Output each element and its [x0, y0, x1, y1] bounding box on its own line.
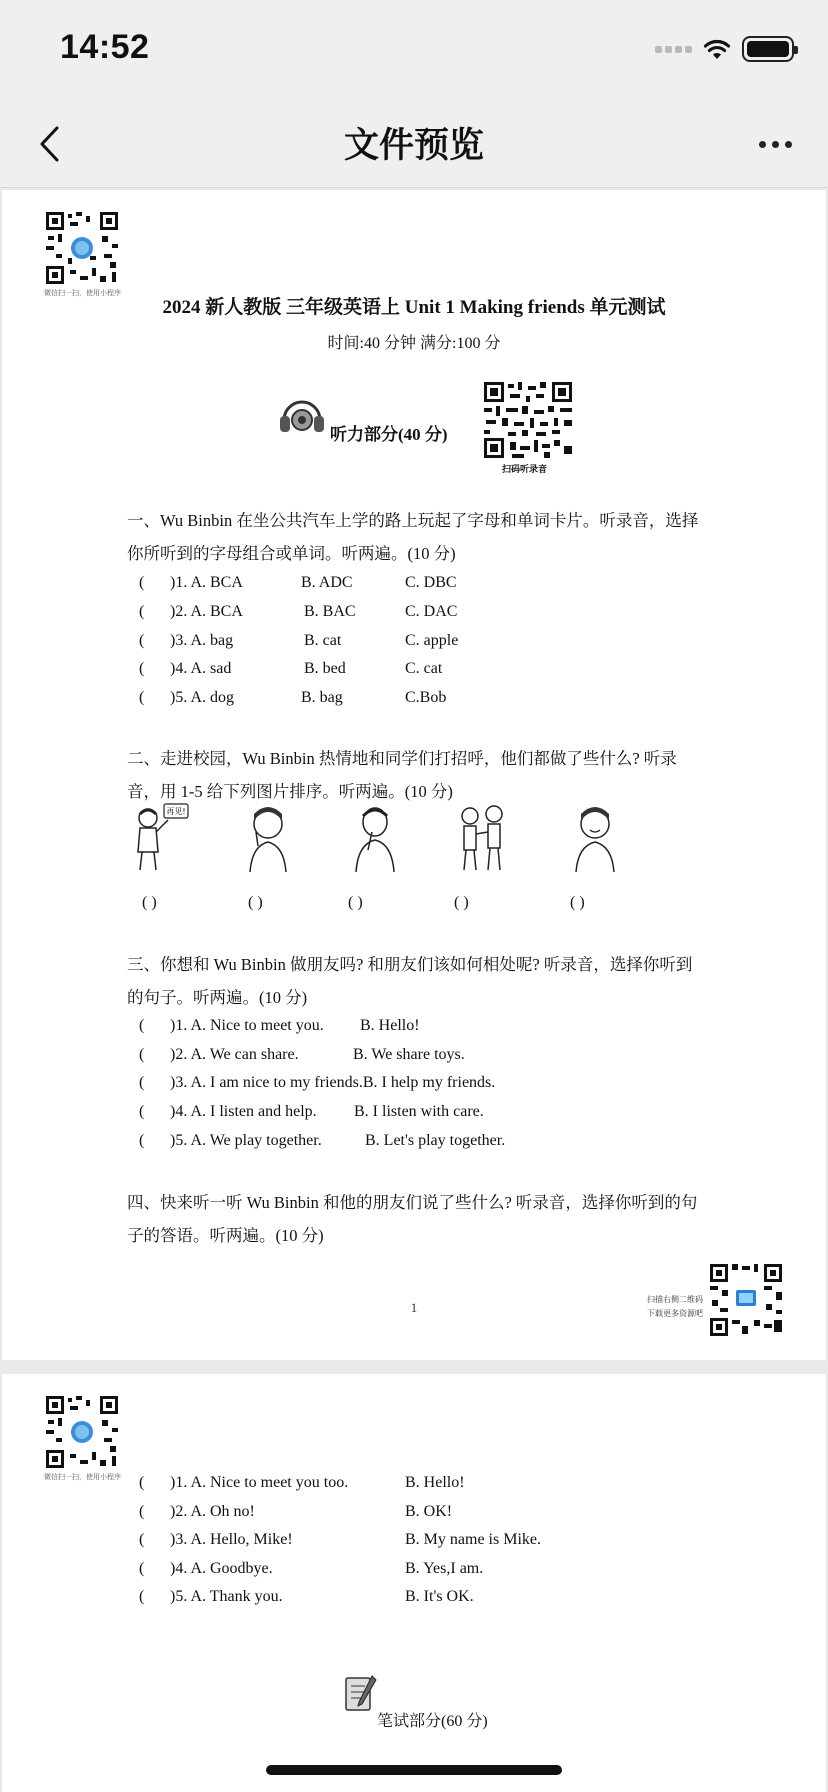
cellular-signal-icon — [655, 46, 692, 53]
document-page-2[interactable]: 微信扫一扫，使用小程序 ( )1. A. Nice to meet you too. B. Hello! ( )2. A. Oh no! B. OK! ( )3. A. Hello, Mike! B. My name is Mike. ( )4. A. Goodbye. B. Yes,I am. ( )5. A. Thank you. B. It's OK. 笔试部分(60 分) — [2, 1374, 826, 1792]
listening-section-heading: 听力部分(40 分) — [330, 425, 448, 444]
status-icons — [655, 36, 794, 62]
section-4-instructions: 四、快来听一听 Wu Binbin 和他的朋友们说了些什么? 听录音，选择你听到的句子的答语。听两遍。(10 分) — [127, 1193, 698, 1245]
status-time: 14:52 — [60, 28, 150, 66]
section-2-instructions: 二、走进校园，Wu Binbin 热情地和同学们打招呼，他们都做了些什么? 听录音，用 1-5 给下列图片排序。听两遍。(10 分) — [127, 749, 677, 801]
more-icon — [759, 141, 766, 148]
miniprogram-qr-code-2 — [44, 1394, 121, 1481]
navigation-bar — [0, 100, 828, 188]
headphone-icon — [276, 390, 328, 440]
document-title: 2024 新人教版 三年级英语上 Unit 1 Making friends 单元测试 — [162, 297, 666, 318]
speech-bubble: 再见! — [166, 807, 186, 816]
battery-icon — [742, 36, 794, 62]
miniprogram-qr-code — [44, 210, 121, 297]
status-bar — [0, 0, 828, 100]
written-section-heading: 笔试部分(60 分) — [377, 1713, 488, 1730]
picture-boy-thinking — [240, 802, 296, 874]
listening-qr-label: 扫码听录音 — [502, 464, 548, 474]
answer-blank-5[interactable]: ( ) — [570, 894, 585, 911]
home-indicator[interactable] — [266, 1765, 562, 1775]
picture-two-boys-greeting — [452, 802, 512, 874]
page-number: 1 — [410, 1300, 418, 1315]
section-1-instructions: 一、Wu Binbin 在坐公共汽车上学的路上玩起了字母和单词卡片。听录音，选择你所听到的字母组合或单词。听两遍。(10 分) — [127, 511, 699, 563]
picture-boy-smiling — [568, 802, 622, 874]
download-qr-code — [708, 1262, 784, 1338]
qr-caption: 微信扫一扫，使用小程序 — [44, 290, 121, 297]
section-3-instructions: 三、你想和 Wu Binbin 做朋友吗? 和朋友们该如何相处呢? 听录音，选择你听到的句子。听两遍。(10 分) — [127, 955, 693, 1007]
answer-blank-1[interactable]: ( ) — [142, 894, 157, 911]
picture-waving-goodbye — [130, 802, 190, 874]
answer-blank-3[interactable]: ( ) — [348, 894, 363, 911]
answer-blank-4[interactable]: ( ) — [454, 894, 469, 911]
notebook-pencil-icon — [342, 1674, 378, 1716]
qr-caption-2: 微信扫一扫，使用小程序 — [44, 1474, 121, 1481]
answer-blank-2[interactable]: ( ) — [248, 894, 263, 911]
scan-hint: 扫描右侧二维码 下载更多资源吧 — [647, 1295, 703, 1318]
more-options-button[interactable] — [750, 120, 800, 168]
document-subtitle: 时间:40 分钟 满分:100 分 — [327, 335, 501, 352]
wifi-icon — [702, 37, 732, 61]
page-title: 文件预览 — [343, 126, 484, 165]
listening-qr-code — [482, 380, 574, 474]
document-page-1[interactable]: 微信扫一扫，使用小程序 2024 新人教版 三年级英语上 Unit 1 Making friends 单元测试 时间:40 分钟 满分:100 分 听力部分(40 分) 扫码听录音 一、Wu Binbin 在坐公共汽车上学的路上玩起了字母和单词卡片。听录音，选择你所听到的字母组合或单词。听两遍。(10 分) ( )1. A. BCA B. ADC C. DBC ( )2. A. BCA B. BAC C. DAC ( )3. A. bag B. cat C. apple ( )4. A. sad B. bed C. cat ( )5. A. dog B. bag C.Bob 二、走进校园，Wu Binbin 热情地和同学们打招呼，他们都做了些什么? 听录音，用 1-5 给下列图片排序。听两遍。(10 分) 再见! ( ) ( ) ( ) ( ) ( ) 三、你想和 Wu Binbin 做朋友吗? 和朋友们该如何相处呢? 听录音，选择你听到的句子。听两遍。(10 分) ( )1. A. Nice to meet you. B. Hello! ( )2. A. We can share. B. We share toys. ( )3. A. I am nice to my friends.B. I help my friends. ( )4. A. I listen and help. B. I listen with care. ( )5. A. We play together. B. Let's play together. 四、快来听一听 Wu Binbin 和他的朋友们说了些什么? 听录音，选择你听到的句子的答语。听两遍。(10 分) 1 扫描右侧二维码 下载更多资源吧 — [2, 190, 826, 1360]
picture-boy-hand-on-chin — [348, 802, 402, 874]
